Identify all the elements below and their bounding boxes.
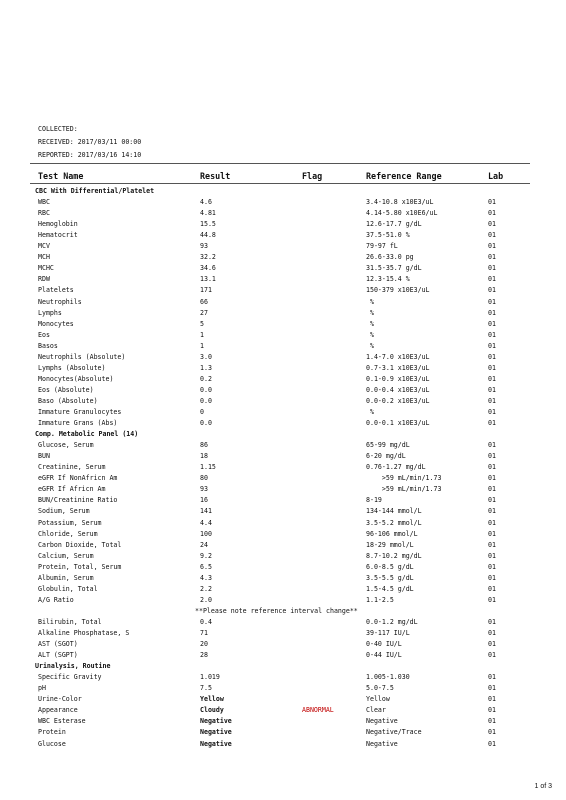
lab-code: 01 <box>488 220 496 229</box>
table-row <box>0 274 566 285</box>
table-row <box>0 396 566 407</box>
lab-code: 01 <box>488 695 496 704</box>
reference-range: 1.005-1.030 <box>366 673 410 682</box>
col-flag: Flag <box>302 171 323 181</box>
reference-range: 18-29 mmol/L <box>366 540 414 549</box>
table-row <box>0 551 566 562</box>
result-value: 171 <box>200 286 212 295</box>
table-row <box>0 208 566 219</box>
lab-code: 01 <box>488 529 496 538</box>
reported-date: REPORTED: 2017/03/16 14:10 <box>38 151 142 159</box>
table-row <box>0 385 566 396</box>
lab-code: 01 <box>488 396 496 405</box>
reference-range: 8.7-10.2 mg/dL <box>366 551 422 560</box>
reference-range: 1.5-4.5 g/dL <box>366 584 414 593</box>
table-row <box>0 440 566 451</box>
test-name: pH <box>38 684 46 693</box>
lab-code: 01 <box>488 739 496 748</box>
test-name: A/G Ratio <box>38 595 74 604</box>
test-name: Carbon Dioxide, Total <box>38 540 122 549</box>
reference-range: % <box>366 408 374 416</box>
table-row <box>0 683 566 694</box>
lab-code: 01 <box>488 463 496 472</box>
test-name: Neutrophils <box>38 297 82 306</box>
lab-code: 01 <box>488 441 496 450</box>
result-value: Cloudy <box>200 706 224 715</box>
reference-range: 0.0-0.2 x10E3/uL <box>366 396 430 405</box>
test-name: Lymphs <box>38 308 62 317</box>
test-name: Sodium, Serum <box>38 507 90 516</box>
reference-range: % <box>366 297 374 306</box>
lab-code: 01 <box>488 551 496 560</box>
reference-range: % <box>366 330 374 339</box>
col-reference-range: Reference Range <box>366 171 442 181</box>
test-name: Potassium, Serum <box>38 518 102 527</box>
result-value: 24 <box>200 540 208 549</box>
table-row <box>0 484 566 495</box>
result-value: 4.81 <box>200 209 216 218</box>
test-name: RDW <box>38 275 50 284</box>
result-value: 2.2 <box>200 584 212 593</box>
test-name: Monocytes <box>38 319 74 328</box>
test-name: ALT (SGPT) <box>38 651 78 660</box>
reference-range: >59 mL/min/1.73 <box>366 485 442 494</box>
table-row <box>0 639 566 650</box>
reference-range: 0.0-0.4 x10E3/uL <box>366 385 430 394</box>
result-value: 4.6 <box>200 198 212 207</box>
result-value: 0.4 <box>200 617 212 626</box>
result-value: 1 <box>200 330 204 339</box>
test-name: Globulin, Total <box>38 584 98 593</box>
result-value: 71 <box>200 629 208 637</box>
lab-code: 01 <box>488 231 496 240</box>
result-value: Negative <box>200 739 232 748</box>
lab-code: 01 <box>488 706 496 715</box>
test-name: BUN/Creatinine Ratio <box>38 496 118 505</box>
lab-code: 01 <box>488 673 496 682</box>
test-name: Creatinine, Serum <box>38 463 106 472</box>
table-row <box>0 252 566 263</box>
test-name: Protein, Total, Serum <box>38 562 122 571</box>
test-name: MCV <box>38 242 50 251</box>
test-name: Alkaline Phosphatase, S <box>38 629 130 637</box>
lab-code: 01 <box>488 573 496 582</box>
lab-code: 01 <box>488 352 496 361</box>
col-lab: Lab <box>488 171 504 181</box>
result-value: 1.15 <box>200 463 216 472</box>
table-row <box>0 363 566 374</box>
result-value: 4.4 <box>200 518 212 527</box>
table-row <box>0 319 566 330</box>
page-number: 1 of 3 <box>534 783 552 790</box>
test-name: MCHC <box>38 264 54 273</box>
test-name: eGFR If NonAfricn Am <box>38 474 118 483</box>
test-name: eGFR If Africn Am <box>38 485 106 494</box>
reference-range: Negative <box>366 739 398 748</box>
lab-code: 01 <box>488 485 496 494</box>
result-value: 0 <box>200 408 204 416</box>
result-value: 86 <box>200 441 208 450</box>
result-value: 1.019 <box>200 673 220 682</box>
reference-range: 0.76-1.27 mg/dL <box>366 463 426 472</box>
result-value: 2.0 <box>200 595 212 604</box>
result-value: 93 <box>200 242 208 251</box>
header-rule <box>30 163 530 164</box>
test-name: AST (SGOT) <box>38 640 78 649</box>
result-value: 20 <box>200 640 208 649</box>
reference-range: 65-99 mg/dL <box>366 441 410 450</box>
section-title: Comp. Metabolic Panel (14) <box>35 430 139 439</box>
lab-code: 01 <box>488 374 496 383</box>
table-row <box>0 584 566 595</box>
table-row <box>0 518 566 529</box>
result-value: 13.1 <box>200 275 216 284</box>
result-value: 27 <box>200 308 208 317</box>
result-value: 93 <box>200 485 208 494</box>
test-name: Glucose <box>38 739 66 748</box>
result-value: 0.0 <box>200 385 212 394</box>
test-name: Eos (Absolute) <box>38 385 94 394</box>
lab-code: 01 <box>488 286 496 295</box>
test-name: Immature Grans (Abs) <box>38 419 118 428</box>
reference-range: 150-379 x10E3/uL <box>366 286 430 295</box>
lab-code: 01 <box>488 562 496 571</box>
result-value: 0.0 <box>200 419 212 428</box>
table-row <box>0 694 566 705</box>
test-name: Protein <box>38 728 66 737</box>
table-row <box>0 495 566 506</box>
lab-code: 01 <box>488 728 496 737</box>
result-value: 0.0 <box>200 396 212 405</box>
result-value: 7.5 <box>200 684 212 693</box>
table-row <box>0 330 566 341</box>
section-title: CBC With Differential/Platelet <box>35 187 155 195</box>
reference-range: 12.3-15.4 % <box>366 275 410 284</box>
result-value: 28 <box>200 651 208 660</box>
lab-code: 01 <box>488 595 496 604</box>
reference-range: 1.1-2.5 <box>366 595 394 604</box>
lab-code: 01 <box>488 385 496 394</box>
result-value: Negative <box>200 728 232 737</box>
table-row <box>0 285 566 296</box>
reference-range: 12.6-17.7 g/dL <box>366 220 422 229</box>
reference-range: 0.7-3.1 x10E3/uL <box>366 363 430 372</box>
table-row <box>0 705 566 716</box>
reference-range: 79-97 fL <box>366 242 398 251</box>
lab-code: 01 <box>488 584 496 593</box>
test-name: Appearance <box>38 706 78 715</box>
reference-range: % <box>366 308 374 317</box>
reference-range: Negative <box>366 717 398 726</box>
table-row <box>0 562 566 573</box>
test-name: MCH <box>38 253 50 262</box>
reference-range: 1.4-7.0 x10E3/uL <box>366 352 430 361</box>
lab-code: 01 <box>488 717 496 726</box>
result-value: 1 <box>200 341 204 350</box>
reference-range: 0-40 IU/L <box>366 640 402 649</box>
lab-code: 01 <box>488 264 496 273</box>
reference-range: 0.0-1.2 mg/dL <box>366 617 418 626</box>
test-name: Lymphs (Absolute) <box>38 363 106 372</box>
table-row <box>0 230 566 241</box>
table-row <box>0 297 566 308</box>
test-name: Basos <box>38 341 58 350</box>
col-result: Result <box>200 171 231 181</box>
table-row <box>0 506 566 517</box>
table-row <box>0 418 566 429</box>
lab-code: 01 <box>488 452 496 461</box>
reference-range: 3.5-5.5 g/dL <box>366 573 414 582</box>
table-row <box>0 650 566 661</box>
lab-code: 01 <box>488 330 496 339</box>
table-row <box>0 197 566 208</box>
col-test-name: Test Name <box>38 171 84 181</box>
result-value: 1.3 <box>200 363 212 372</box>
lab-code: 01 <box>488 198 496 207</box>
lab-code: 01 <box>488 617 496 626</box>
lab-code: 01 <box>488 319 496 328</box>
reference-range: 31.5-35.7 g/dL <box>366 264 422 273</box>
reference-range: 96-106 mmol/L <box>366 529 418 538</box>
lab-code: 01 <box>488 518 496 527</box>
test-name: Eos <box>38 330 50 339</box>
test-name: WBC <box>38 198 50 207</box>
table-row <box>0 727 566 738</box>
result-value: 18 <box>200 452 208 461</box>
table-row <box>0 595 566 606</box>
reference-range: 4.14-5.80 x10E6/uL <box>366 209 438 218</box>
lab-code: 01 <box>488 408 496 416</box>
table-row <box>0 529 566 540</box>
reference-range: 6-20 mg/dL <box>366 452 406 461</box>
result-value: 9.2 <box>200 551 212 560</box>
test-name: Immature Granulocytes <box>38 408 122 416</box>
table-row <box>0 407 566 418</box>
result-value: Yellow <box>200 695 224 704</box>
table-row <box>0 451 566 462</box>
table-row <box>0 628 566 639</box>
result-value: 3.0 <box>200 352 212 361</box>
test-name: Hemoglobin <box>38 220 78 229</box>
table-row <box>0 540 566 551</box>
reference-range: 8-19 <box>366 496 382 505</box>
reference-range: 0-44 IU/L <box>366 651 402 660</box>
lab-code: 01 <box>488 297 496 306</box>
table-row <box>0 374 566 385</box>
result-value: 32.2 <box>200 253 216 262</box>
result-value: 15.5 <box>200 220 216 229</box>
reference-range: % <box>366 341 374 350</box>
table-row <box>0 462 566 473</box>
test-name: Monocytes(Absolute) <box>38 374 114 383</box>
test-name: Baso (Absolute) <box>38 396 98 405</box>
test-name: BUN <box>38 452 50 461</box>
result-value: 141 <box>200 507 212 516</box>
table-row <box>0 219 566 230</box>
result-value: 5 <box>200 319 204 328</box>
lab-code: 01 <box>488 308 496 317</box>
table-row <box>0 617 566 628</box>
test-name: Specific Gravity <box>38 673 102 682</box>
lab-code: 01 <box>488 253 496 262</box>
result-value: Negative <box>200 717 232 726</box>
test-name: Calcium, Serum <box>38 551 94 560</box>
table-row <box>0 573 566 584</box>
lab-code: 01 <box>488 640 496 649</box>
lab-code: 01 <box>488 341 496 350</box>
reference-range: 39-117 IU/L <box>366 629 410 637</box>
reference-range: 26.6-33.0 pg <box>366 253 414 262</box>
reference-range: Yellow <box>366 695 390 704</box>
table-row <box>0 352 566 363</box>
flag-value: ABNORMAL <box>302 706 334 715</box>
reference-range: 0.1-0.9 x10E3/uL <box>366 374 430 383</box>
result-value: 44.8 <box>200 231 216 240</box>
lab-code: 01 <box>488 209 496 218</box>
table-row <box>0 341 566 352</box>
test-name: Neutrophils (Absolute) <box>38 352 126 361</box>
result-value: 6.5 <box>200 562 212 571</box>
lab-code: 01 <box>488 275 496 284</box>
test-name: Urine-Color <box>38 695 82 704</box>
reference-range: 3.5-5.2 mmol/L <box>366 518 422 527</box>
collected-label: COLLECTED: <box>38 125 78 133</box>
received-date: RECEIVED: 2017/03/11 00:00 <box>38 138 142 146</box>
lab-code: 01 <box>488 363 496 372</box>
table-row <box>0 716 566 727</box>
result-value: 80 <box>200 474 208 483</box>
result-value: 66 <box>200 297 208 306</box>
lab-code: 01 <box>488 507 496 516</box>
lab-code: 01 <box>488 684 496 693</box>
table-row <box>0 308 566 319</box>
reference-range: % <box>366 319 374 328</box>
table-row <box>0 672 566 683</box>
reference-note: **Please note reference interval change** <box>195 606 358 615</box>
column-rule <box>30 183 530 184</box>
test-name: Platelets <box>38 286 74 295</box>
reference-range: Negative/Trace <box>366 728 422 737</box>
lab-code: 01 <box>488 242 496 251</box>
lab-code: 01 <box>488 419 496 428</box>
test-name: Hematocrit <box>38 231 78 240</box>
table-row <box>0 241 566 252</box>
test-name: Albumin, Serum <box>38 573 94 582</box>
section-title: Urinalysis, Routine <box>35 662 111 671</box>
reference-range: 37.5-51.0 % <box>366 231 410 240</box>
test-name: RBC <box>38 209 50 218</box>
test-name: Chloride, Serum <box>38 529 98 538</box>
lab-code: 01 <box>488 540 496 549</box>
reference-range: Clear <box>366 706 386 715</box>
lab-code: 01 <box>488 496 496 505</box>
reference-range: >59 mL/min/1.73 <box>366 474 442 483</box>
result-value: 34.6 <box>200 264 216 273</box>
test-name: WBC Esterase <box>38 717 86 726</box>
table-row <box>0 739 566 750</box>
lab-code: 01 <box>488 474 496 483</box>
result-value: 0.2 <box>200 374 212 383</box>
lab-code: 01 <box>488 651 496 660</box>
test-name: Glucose, Serum <box>38 441 94 450</box>
result-value: 4.3 <box>200 573 212 582</box>
result-value: 100 <box>200 529 212 538</box>
table-row <box>0 263 566 274</box>
result-value: 16 <box>200 496 208 505</box>
reference-range: 6.0-8.5 g/dL <box>366 562 414 571</box>
reference-range: 134-144 mmol/L <box>366 507 422 516</box>
reference-range: 3.4-10.8 x10E3/uL <box>366 198 434 207</box>
lab-code: 01 <box>488 629 496 637</box>
test-name: Bilirubin, Total <box>38 617 102 626</box>
reference-range: 5.0-7.5 <box>366 684 394 693</box>
reference-range: 0.0-0.1 x10E3/uL <box>366 419 430 428</box>
table-row <box>0 473 566 484</box>
